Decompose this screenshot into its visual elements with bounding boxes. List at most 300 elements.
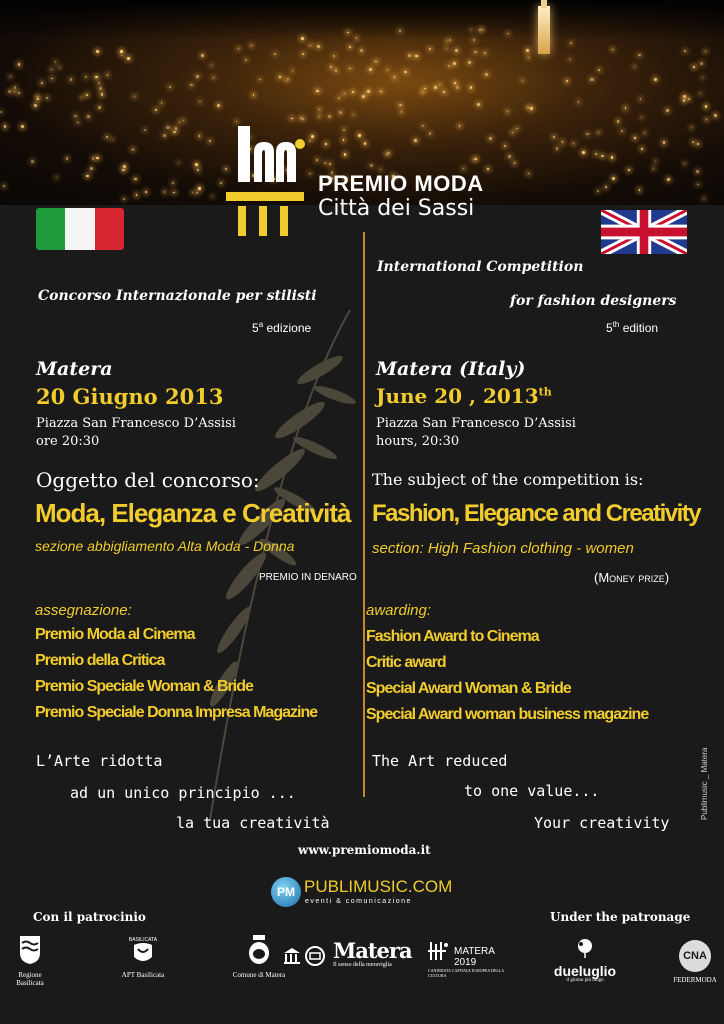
en-motto-line: The Art reduced (372, 752, 508, 770)
city-light (654, 78, 657, 81)
city-light (319, 116, 320, 117)
column-divider (363, 232, 365, 797)
city-light (349, 68, 351, 70)
city-light (134, 178, 136, 180)
city-light (328, 115, 331, 118)
city-light (507, 111, 508, 112)
it-award-item: Premio della Critica (35, 652, 165, 669)
city-light (145, 191, 147, 193)
city-light (399, 30, 401, 32)
city-light (470, 86, 473, 89)
city-light (456, 86, 459, 89)
city-light (31, 160, 34, 163)
dueluglio-balloon-icon (572, 938, 598, 958)
city-light (349, 46, 351, 48)
city-light (512, 132, 513, 133)
city-light (369, 68, 372, 71)
en-award-item: Fashion Award to Cinema (366, 628, 539, 645)
city-light (582, 151, 585, 154)
city-light (528, 173, 529, 174)
city-light (404, 71, 407, 74)
uk-flag-icon (601, 210, 687, 254)
comune-matera-crest-icon (247, 935, 271, 965)
city-light (683, 95, 686, 98)
city-light (625, 107, 627, 109)
city-light (640, 98, 642, 100)
en-date-text: June 20 , 2013 (376, 384, 539, 408)
city-light (508, 155, 511, 158)
city-light (474, 51, 476, 53)
en-edition-word: edition (622, 321, 659, 335)
it-section: sezione abbigliamento Alta Moda - Donna (35, 538, 295, 554)
en-motto-line: to one value... (464, 782, 600, 800)
city-light (66, 157, 69, 160)
city-light (161, 102, 162, 103)
publimusic-name: PUBLIMUSIC.COM (304, 877, 453, 896)
city-light (86, 175, 89, 178)
it-theme: Moda, Eleganza e Creatività (35, 498, 351, 528)
city-light (122, 169, 124, 171)
city-light (641, 117, 643, 119)
city-light (106, 136, 108, 138)
city-light (569, 59, 570, 60)
city-light (573, 143, 574, 144)
it-venue: Piazza San Francesco D’Assisi (36, 416, 236, 431)
it-edition (252, 320, 311, 335)
city-light (51, 69, 52, 70)
city-light (286, 80, 287, 81)
city-light (468, 61, 471, 64)
city-light (443, 91, 445, 93)
city-light (459, 125, 460, 126)
city-light (487, 168, 488, 169)
city-light (415, 55, 418, 58)
city-light (34, 104, 36, 106)
en-date (376, 384, 552, 408)
sponsor-comune-di-matera[interactable] (229, 935, 289, 979)
sponsor-regione-basilicata[interactable] (6, 935, 54, 987)
city-light (245, 59, 248, 62)
sponsor-unesco[interactable] (282, 945, 328, 973)
en-subject-label: The subject of the competition is: (372, 470, 644, 489)
cna-logo-icon: CNA (679, 940, 711, 972)
city-light (209, 140, 211, 142)
city-light (316, 90, 318, 92)
sponsor-matera-brand[interactable] (333, 938, 412, 968)
city-light (99, 87, 102, 90)
city-light (617, 120, 620, 123)
city-light (3, 185, 5, 187)
city-light (516, 128, 518, 130)
city-light (18, 63, 21, 66)
en-date-sup: th (538, 385, 552, 399)
city-light (526, 49, 529, 52)
city-light (10, 76, 11, 77)
city-light (123, 165, 126, 168)
it-city: Matera (36, 358, 113, 380)
city-light (56, 177, 57, 178)
city-light (220, 182, 222, 184)
city-light (163, 134, 165, 136)
it-date: 20 Giugno 2013 (36, 384, 224, 409)
city-light (134, 96, 135, 97)
city-light (96, 50, 99, 53)
en-city: Matera (Italy) (376, 358, 526, 380)
en-intro-line1: International Competition (377, 259, 584, 275)
city-light (705, 105, 708, 108)
patronage-en: Under the patronage (550, 910, 691, 924)
dueluglio-sub: il giorno più lungo (566, 978, 604, 983)
city-light (192, 192, 193, 193)
city-light (714, 114, 717, 117)
website-link[interactable]: www.premiomoda.it (298, 843, 431, 857)
city-light (692, 141, 694, 143)
city-light (347, 32, 348, 33)
side-credit: Publimusic _ Matera (700, 747, 709, 820)
city-light (504, 145, 506, 147)
city-light (473, 159, 474, 160)
city-light (700, 93, 701, 94)
city-light (597, 190, 600, 193)
it-motto-line: la tua creatività (176, 814, 330, 832)
city-light (199, 135, 200, 136)
city-light (590, 78, 593, 81)
city-light (329, 163, 331, 165)
city-light (556, 147, 559, 150)
city-light (449, 39, 451, 41)
city-light (324, 162, 326, 164)
city-light (190, 84, 193, 87)
city-light (87, 115, 90, 118)
city-light (697, 143, 699, 145)
city-light (212, 196, 213, 197)
city-light (489, 137, 492, 140)
en-prize: (Money prize) (594, 570, 670, 585)
matera-tagline: Il senso della meraviglia (333, 962, 392, 968)
city-light (70, 78, 73, 81)
city-light (484, 52, 486, 54)
italian-flag-icon (36, 208, 124, 250)
it-time: ore 20:30 (36, 434, 100, 449)
city-light (530, 107, 533, 110)
city-light (362, 95, 365, 98)
city-light (166, 126, 169, 129)
en-theme: Fashion, Elegance and Creativity (372, 500, 701, 527)
it-awarding-label: assegnazione: (35, 602, 132, 619)
city-light (302, 118, 304, 120)
city-light (578, 101, 579, 102)
city-light (612, 177, 615, 180)
city-light (634, 66, 635, 67)
city-light (274, 53, 276, 55)
city-light (339, 111, 341, 113)
city-light (333, 55, 335, 57)
city-light (522, 80, 523, 81)
city-light (77, 122, 79, 124)
city-light (92, 157, 95, 160)
city-light (455, 49, 458, 52)
city-light (586, 133, 588, 135)
city-light (375, 61, 376, 62)
city-light (343, 129, 345, 131)
city-light (343, 139, 345, 141)
city-light (196, 75, 199, 78)
city-light (217, 104, 220, 107)
sponsor-dueluglio[interactable] (553, 938, 617, 983)
city-light (434, 86, 437, 89)
city-light (344, 93, 345, 94)
city-light (253, 94, 254, 95)
city-light (310, 45, 311, 46)
city-light (570, 42, 572, 44)
city-light (399, 104, 402, 107)
city-light (408, 54, 411, 57)
sponsor-label: Comune di Matera (232, 971, 286, 979)
brand-subtitle: Città dei Sassi (318, 196, 475, 221)
city-light (514, 162, 516, 164)
city-light (112, 139, 113, 140)
city-light (155, 109, 158, 112)
city-light (14, 86, 16, 88)
city-light (325, 143, 327, 145)
city-light (213, 77, 214, 78)
it-intro: Concorso Internazionale per stilisti (38, 288, 317, 304)
city-light (477, 103, 480, 106)
it-edition-sup: a (258, 320, 264, 329)
city-light (414, 139, 417, 142)
it-edition-number: 5 (252, 321, 259, 335)
city-light (684, 50, 686, 52)
regione-basilicata-crest-icon (19, 935, 41, 965)
city-light (238, 48, 239, 49)
city-light (121, 55, 122, 56)
city-light (330, 66, 331, 67)
city-light (463, 168, 464, 169)
city-light (566, 80, 568, 82)
bell-tower (538, 6, 550, 54)
city-light (394, 76, 395, 77)
city-light (46, 97, 48, 99)
apt-badge-text: BASILICATA (128, 937, 158, 943)
city-light (37, 96, 39, 98)
city-light (475, 158, 477, 160)
city-light (641, 148, 643, 150)
it-award-item: Premio Moda al Cinema (35, 626, 195, 643)
brand-block (318, 172, 484, 222)
dueluglio-name: dueluglio (553, 963, 617, 979)
city-light (705, 51, 706, 52)
city-light (352, 91, 354, 93)
city-light (422, 125, 424, 127)
city-light (120, 50, 123, 53)
sponsor-label: APT Basilicata (121, 971, 165, 979)
city-light (95, 76, 98, 79)
unesco-heritage-icon (282, 945, 328, 967)
en-edition-sup: th (612, 320, 620, 329)
city-light (691, 127, 692, 128)
city-light (335, 69, 338, 72)
matera-logo-text: Matera (333, 938, 412, 963)
city-light (380, 91, 381, 92)
city-light (301, 37, 303, 39)
city-light (344, 153, 346, 155)
city-light (175, 127, 177, 129)
city-light (601, 155, 604, 158)
brand-title: PREMIO MODA (318, 171, 484, 196)
city-light (621, 130, 623, 132)
night-sky (0, 0, 724, 40)
sponsor-label: FEDERMODA (673, 976, 717, 984)
city-light (18, 92, 20, 94)
city-light (8, 90, 11, 93)
city-light (123, 198, 125, 200)
city-light (693, 66, 695, 68)
city-light (700, 62, 703, 65)
city-light (132, 149, 134, 151)
city-light (41, 82, 43, 84)
city-light (107, 74, 109, 76)
city-light (595, 153, 597, 155)
city-light (86, 94, 88, 96)
city-light (612, 49, 613, 50)
matera-2019-sub: CANDIDATA CAPITALE EUROPEA DELLA CULTURA (428, 968, 504, 978)
en-edition (606, 320, 658, 335)
it-motto-line: L’Arte ridotta (36, 752, 163, 770)
city-light (96, 157, 98, 159)
en-award-item: Critic award (366, 654, 446, 671)
city-light (706, 119, 707, 120)
sponsor-matera-2019[interactable] (428, 940, 514, 978)
premio-moda-logo-icon (224, 122, 314, 242)
city-light (401, 111, 402, 112)
city-light (367, 90, 370, 93)
city-light (702, 77, 703, 78)
city-light (101, 93, 103, 95)
city-light (183, 120, 184, 121)
it-award-item: Premio Speciale Donna Impresa Magazine (35, 704, 318, 721)
city-light (387, 69, 389, 71)
city-light (688, 98, 690, 100)
city-light (370, 164, 373, 167)
city-light (663, 141, 666, 144)
apt-basilicata-logo-icon (128, 935, 158, 965)
city-light (655, 161, 656, 162)
city-light (127, 57, 130, 60)
city-light (198, 187, 200, 189)
sponsor-cna-federmoda[interactable] (670, 940, 720, 984)
publimusic-tagline: eventi & comunicazione (305, 898, 412, 905)
city-light (628, 169, 630, 171)
city-light (380, 169, 381, 170)
en-venue: Piazza San Francesco D’Assisi (376, 416, 576, 431)
city-light (172, 182, 174, 184)
city-light (81, 97, 82, 98)
city-light (291, 118, 293, 120)
city-light (98, 82, 100, 84)
city-light (319, 109, 320, 110)
city-light (74, 115, 77, 118)
city-light (364, 142, 366, 144)
city-light (178, 162, 179, 163)
city-light (197, 169, 200, 172)
city-light (448, 65, 450, 67)
city-light (51, 78, 52, 79)
en-intro-line2: for fashion designers (510, 293, 677, 309)
city-light (453, 62, 456, 65)
city-light (14, 91, 15, 92)
city-light (201, 54, 204, 57)
city-light (353, 114, 354, 115)
city-light (292, 70, 294, 72)
en-time: hours, 20:30 (376, 434, 460, 449)
city-light (611, 156, 613, 158)
city-light (386, 154, 388, 156)
city-light (164, 191, 166, 193)
city-light (195, 163, 198, 166)
city-light (666, 109, 669, 112)
city-light (605, 186, 607, 188)
city-light (211, 65, 212, 66)
sponsor-apt-basilicata[interactable] (113, 935, 173, 979)
city-light (479, 29, 481, 31)
city-light (338, 97, 340, 99)
it-award-item: Premio Speciale Woman & Bride (35, 678, 253, 695)
city-light (279, 76, 281, 78)
city-light (446, 41, 447, 42)
city-light (667, 178, 670, 181)
city-light (644, 132, 645, 133)
city-light (199, 101, 201, 103)
city-light (169, 86, 171, 88)
city-light (37, 98, 39, 100)
city-light (90, 167, 93, 170)
city-light (360, 49, 363, 52)
city-light (653, 168, 654, 169)
city-light (55, 61, 56, 62)
city-light (259, 79, 261, 81)
city-light (300, 117, 302, 119)
city-light (638, 54, 640, 56)
city-light (439, 84, 440, 85)
city-light (485, 73, 488, 76)
publimusic-logo-icon: PM (271, 877, 301, 907)
it-prize: PREMIO IN DENARO (259, 572, 357, 583)
city-light (429, 48, 431, 50)
en-edition-number: 5 (606, 321, 613, 335)
en-motto-line: Your creativity (534, 814, 670, 832)
city-light (173, 131, 175, 133)
city-light (424, 88, 426, 90)
patronage-it: Con il patrocinio (33, 910, 146, 924)
city-light (553, 136, 555, 138)
city-light (4, 125, 7, 128)
city-light (302, 53, 304, 55)
city-light (98, 106, 101, 109)
city-light (634, 137, 635, 138)
en-awarding-label: awarding: (366, 602, 432, 619)
city-light (697, 184, 699, 186)
matera-2019-title: MATERA 2019 (454, 946, 495, 968)
city-light (251, 45, 253, 47)
city-light (317, 45, 320, 48)
en-award-item: Special Award woman business magazine (366, 706, 649, 723)
city-light (703, 198, 705, 200)
city-light (528, 57, 529, 58)
city-light (179, 121, 180, 122)
city-light (316, 159, 318, 161)
city-light (527, 107, 529, 109)
city-light (173, 192, 175, 194)
